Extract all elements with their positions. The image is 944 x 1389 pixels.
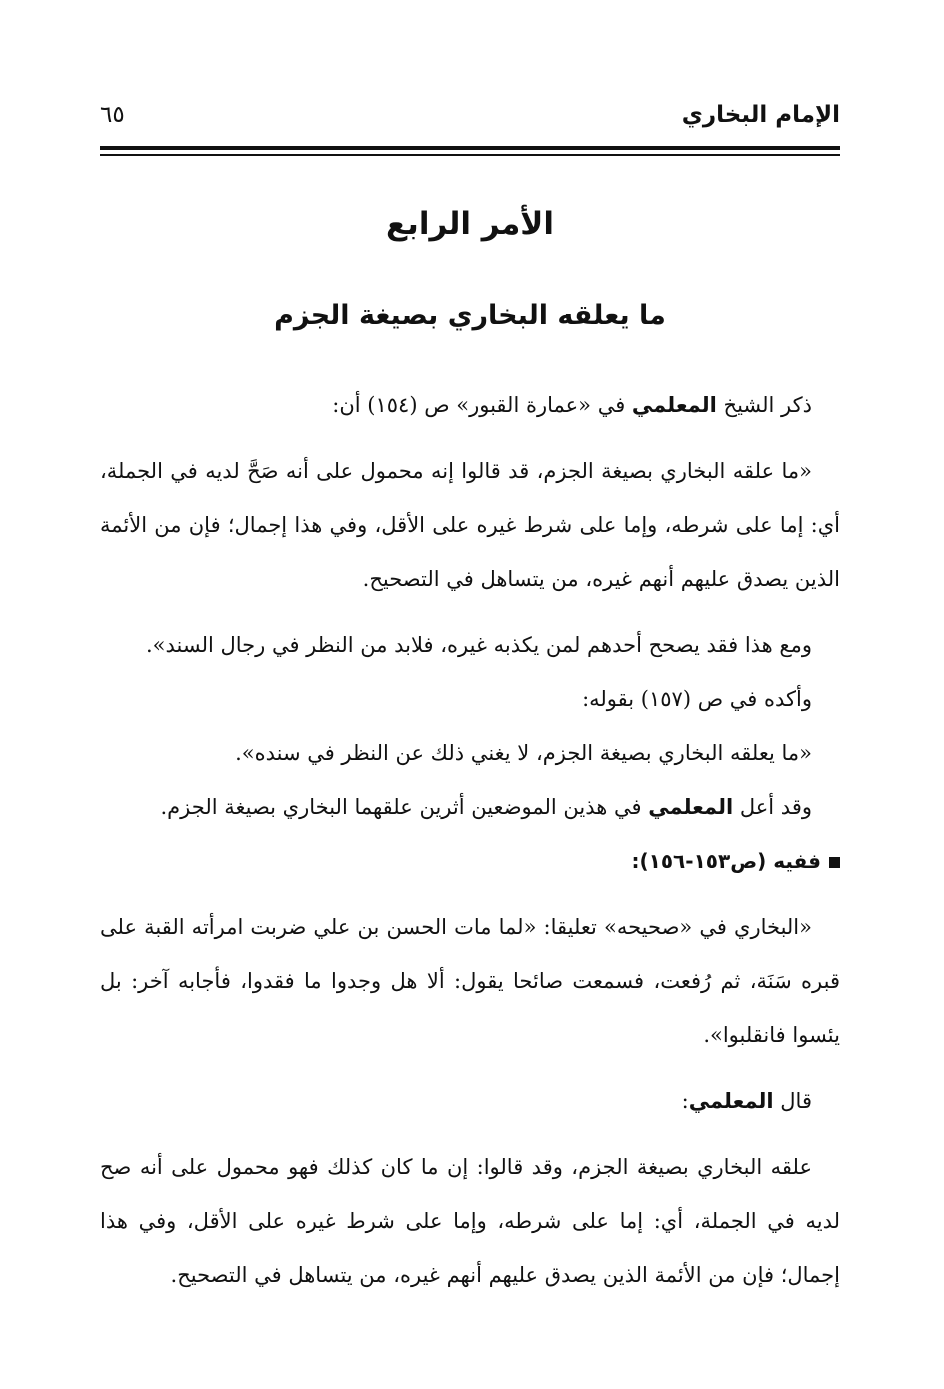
paragraph-said-before: قال — [773, 1089, 812, 1113]
paragraph-explanation: علقه البخاري بصيغة الجزم، وقد قالوا: إن ما كان كذلك فهو محمول على أنه صح لديه في الجملة، أي: إما على شرطه، وإما على شرط غيره على الأقل، وفي هذا إجمال؛ فإن من الأئمة الذين يصدق عليهم أنهم غيره، من يتساهل في التصحيح. — [100, 1155, 840, 1287]
bullet-heading — [100, 834, 840, 888]
running-header — [100, 100, 840, 140]
section-subtitle: ما يعلقه البخاري بصيغة الجزم — [274, 300, 666, 331]
square-bullet-icon — [829, 857, 840, 868]
body-text — [100, 378, 840, 1302]
section-title: الأمر الرابع — [386, 206, 554, 242]
author-name: المعلمي — [688, 1089, 774, 1113]
author-name: المعلمي — [648, 795, 734, 819]
paragraph-confirmation: وأكده في ص (١٥٧) بقوله: — [582, 687, 812, 711]
paragraph-said-after: : — [681, 1089, 689, 1113]
quote-paragraph-4: «البخاري في «صحيحه» تعليقا: «لما مات الحسن بن علي ضربت امرأته القبة على قبره سَنَة، ثم رُفعت، فسمعت صائحا يقول: ألا هل وجدوا ما فقدوا، فأجابه آخر: بل يئسوا فانقلبوا». — [100, 915, 840, 1047]
quote-paragraph-3: «ما يعلقه البخاري بصيغة الجزم، لا يغني ذلك عن النظر في سنده». — [235, 741, 812, 765]
bullet-heading-text: ففيه (ص١٥٣-١٥٦): — [631, 849, 821, 873]
quote-paragraph-1: «ما علقه البخاري بصيغة الجزم، قد قالوا إنه محمول على أنه صَحَّ لديه في الجملة، أي: إما على شرطه، وإما على شرط غيره على الأقل، وفي هذا إجمال؛ فإن من الأئمة الذين يصدق عليهم أنهم غيره، من يتساهل في التصحيح. — [100, 459, 840, 591]
running-header-title: الإمام البخاري — [681, 102, 840, 128]
paragraph-intro-after: في «عمارة القبور» ص (١٥٤) أن: — [332, 393, 632, 417]
page-number: ٦٥ — [100, 102, 125, 128]
paragraph-criticism — [100, 780, 840, 834]
header-rule-thin — [100, 154, 840, 156]
quote-paragraph-2: ومع هذا فقد يصحح أحدهم لمن يكذبه غيره، فلابد من النظر في رجال السند». — [145, 633, 812, 657]
header-rule-thick — [100, 146, 840, 150]
paragraph-said — [100, 1074, 840, 1128]
author-name: المعلمي — [631, 393, 717, 417]
paragraph-intro — [100, 378, 840, 432]
paragraph-criticism-before: وقد أعل — [733, 795, 812, 819]
paragraph-intro-before: ذكر الشيخ — [716, 393, 812, 417]
paragraph-criticism-after: في هذين الموضعين أثرين علقهما البخاري بصيغة الجزم. — [160, 795, 649, 819]
